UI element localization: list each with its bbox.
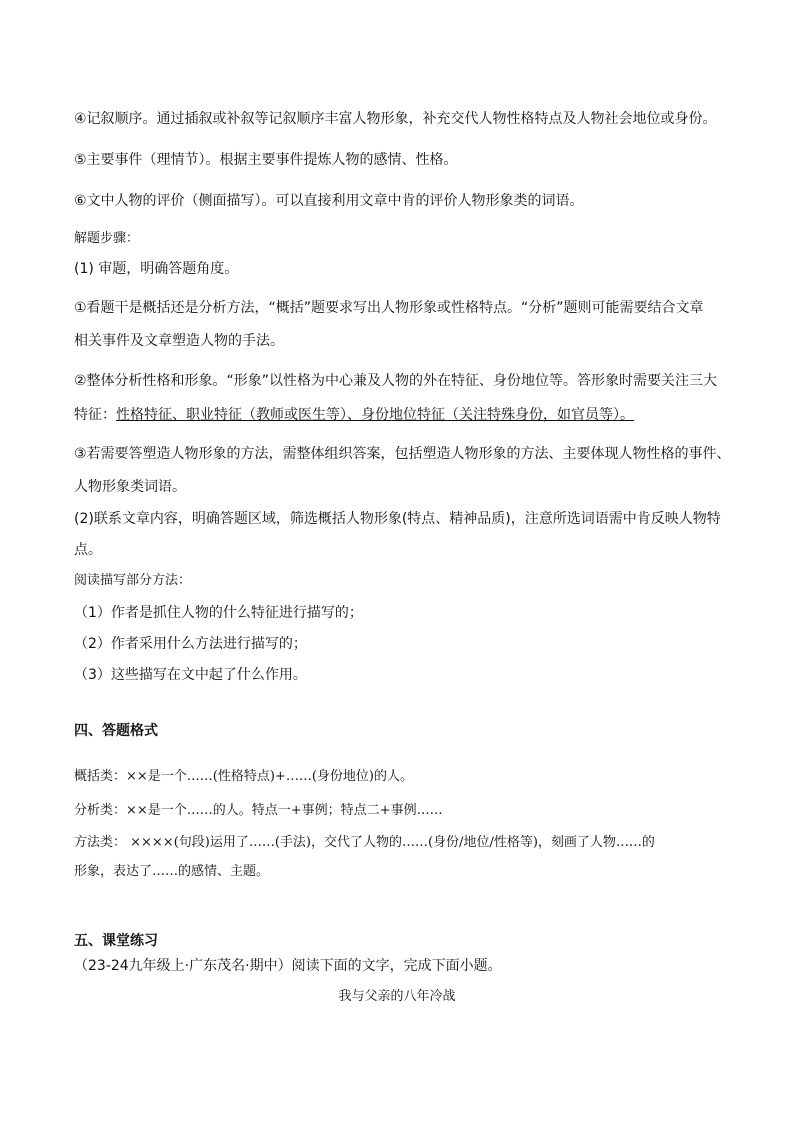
features-underlined: 性格特征、职业特征（教师或医生等）、身份地位特征（关注特殊身份，如官员等）。	[116, 407, 634, 423]
features-label: 特征：	[74, 407, 116, 423]
step-1-point-3-cont: 人物形象类词语。	[74, 479, 186, 495]
format-method-cont: 形象，表达了……的感情、主题。	[74, 864, 270, 879]
text-line-method-4: ④记叙顺序。通过插叙或补叙等记叙顺序丰富人物形象，补充交代人物性格特点及人物社会地位或身份。	[74, 111, 717, 127]
description-method-3: （3）这些描写在文中起了什么作用。	[74, 667, 307, 683]
practice-intro: （23-24九年级上·广东茂名·期中）阅读下面的文字，完成下面小题。	[74, 958, 502, 974]
format-method: 方法类： ××××(句段)运用了……(手法)，交代了人物的……(身份/地位/性格等)，刻画了人物……的	[74, 835, 655, 850]
step-2-cont: 点。	[74, 542, 102, 558]
step-2: (2)联系文章内容，明确答题区域，筛选概括人物形象(特点、精神品质)，注意所选词语需中肯反映人物特	[74, 511, 721, 527]
step-1-point-3: ③若需要答塑造人物形象的方法，需整体组织答案，包括塑造人物形象的方法、主要体现人物性格的事件、	[74, 446, 731, 462]
step-1-point-1: ①看题干是概括还是分析方法，“概括”题要求写出人物形象或性格特点。“分析”题则可能需要结合文章	[74, 300, 704, 316]
description-methods-heading: 阅读描写部分方法：	[74, 573, 192, 588]
section-heading-practice: 五、课堂练习	[74, 933, 158, 949]
section-heading-format: 四、答题格式	[74, 723, 158, 739]
description-method-1: （1）作者是抓住人物的什么特征进行描写的；	[74, 605, 363, 621]
article-title: 我与父亲的八年冷战	[338, 989, 456, 1004]
format-summary: 概括类：××是一个……(性格特点)+……(身份地位)的人。	[74, 769, 413, 784]
format-analysis: 分析类：××是一个……的人。特点一+事例；特点二+事例……	[74, 803, 443, 818]
steps-heading: 解题步骤：	[74, 231, 140, 246]
text-line-method-6: ⑥文中人物的评价（侧面描写）。可以直接利用文章中肯的评价人物形象类的词语。	[74, 193, 584, 209]
description-method-2: （2）作者采用什么方法进行描写的；	[74, 636, 307, 652]
step-1-point-2: ②整体分析性格和形象。“形象”以性格为中心兼及人物的外在特征、身份地位等。答形象时需要关注三大	[74, 373, 718, 389]
step-1: (1) 审题，明确答题角度。	[74, 261, 239, 277]
step-1-point-1-cont: 相关事件及文章塑造人物的手法。	[74, 333, 284, 349]
text-line-method-5: ⑤主要事件（理情节）。根据主要事件提炼人物的感情、性格。	[74, 152, 458, 168]
step-1-point-2-cont	[74, 405, 634, 425]
